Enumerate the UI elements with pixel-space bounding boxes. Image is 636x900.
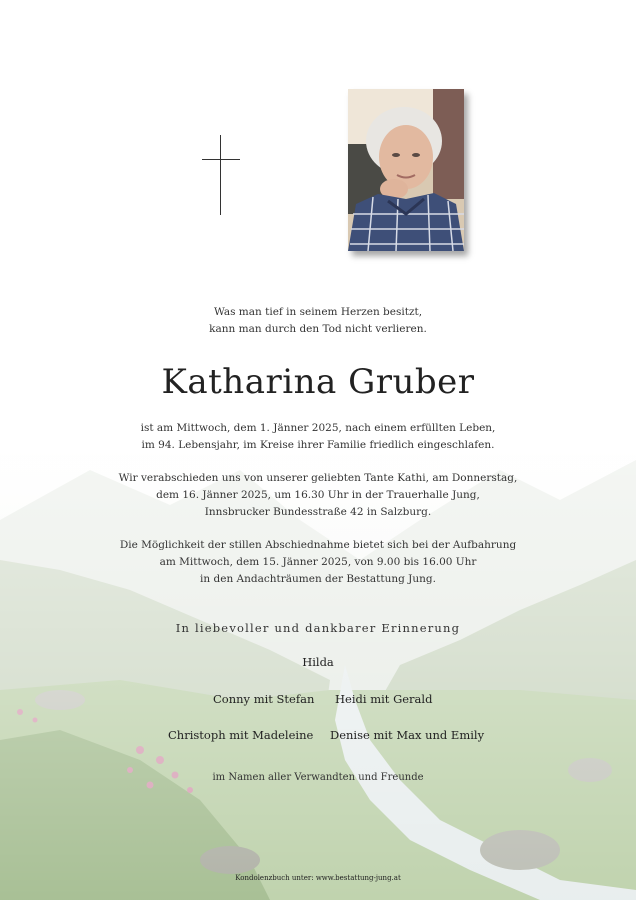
portrait-photo (348, 89, 464, 251)
viewing-line-3: in den Andachträumen der Bestattung Jung. (200, 573, 436, 585)
funeral-details (0, 470, 636, 521)
family-member-5: Denise mit Max und Emily (330, 728, 485, 742)
viewing-line-2: am Mittwoch, dem 15. Jänner 2025, von 9.00 bis 16.00 Uhr (159, 556, 477, 568)
quote-line-1: Was man tief in seinem Herzen besitzt, (213, 306, 423, 318)
announcement-line-2: im 94. Lebensjahr, im Kreise ihrer Familie friedlich eingeschlafen. (141, 439, 495, 451)
funeral-line-2: dem 16. Jänner 2025, um 16.30 Uhr in der Trauerhalle Jung, (156, 489, 480, 501)
family-member-2: Conny mit Stefan (213, 692, 315, 706)
memory-heading: In liebevoller und dankbarer Erinnerung (175, 621, 461, 635)
family-member-1: Hilda (302, 655, 334, 669)
funeral-line-1: Wir verabschieden uns von unserer geliebten Tante Kathi, am Donnerstag, (118, 472, 518, 484)
relatives-line: im Namen aller Verwandten und Freunde (212, 772, 424, 783)
family-member-3: Heidi mit Gerald (335, 692, 433, 706)
cross-icon (202, 135, 240, 215)
memorial-quote (0, 304, 636, 338)
death-announcement (0, 420, 636, 454)
announcement-line-1: ist am Mittwoch, dem 1. Jänner 2025, nach einem erfüllten Leben, (140, 422, 496, 434)
viewing-details (0, 537, 636, 588)
condolence-book-link[interactable]: Kondolenzbuch unter: www.bestattung-jung.at (235, 874, 401, 882)
deceased-name: Katharina Gruber (161, 362, 475, 402)
family-member-4: Christoph mit Madeleine (168, 728, 314, 742)
viewing-line-1: Die Möglichkeit der stillen Abschiednahme bietet sich bei der Aufbahrung (119, 539, 517, 551)
funeral-line-3: Innsbrucker Bundesstraße 42 in Salzburg. (204, 506, 432, 518)
quote-line-2: kann man durch den Tod nicht verlieren. (209, 323, 427, 335)
